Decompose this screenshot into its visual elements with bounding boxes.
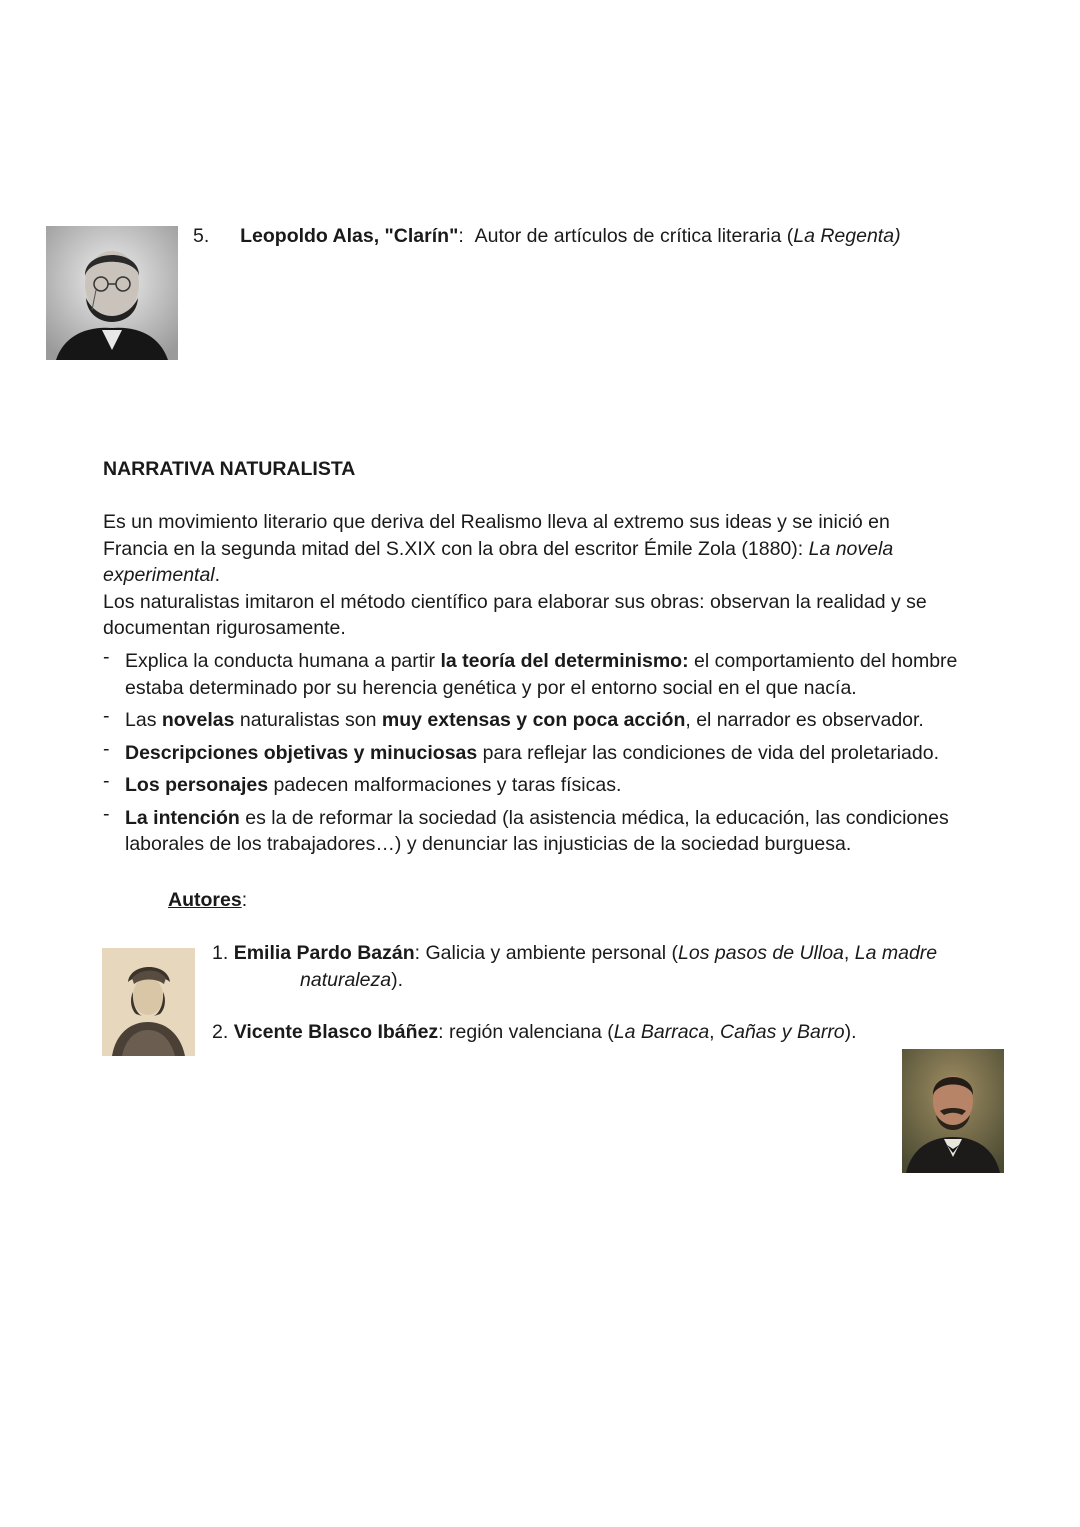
author-1-work-2b: naturaleza [300, 968, 392, 991]
clarin-entry [193, 223, 901, 250]
clarin-portrait-drawing [46, 226, 178, 360]
bullet-2-text-c: naturalistas son [234, 709, 382, 731]
bullet-list [103, 648, 957, 858]
bullet-2-bold-1: novelas [161, 709, 235, 731]
pardo-bazan-portrait [102, 948, 195, 1056]
bullet-2-text-e: , el narrador es observador. [685, 709, 924, 731]
author-1 [212, 940, 937, 993]
bullet-5-line-2: laborales de los trabajadores…) y denunciar las injusticias de la sociedad burguesa. [125, 833, 852, 855]
clarin-number: 5. [193, 225, 210, 247]
bullet-marker: - [103, 705, 110, 727]
clarin-desc: Autor de artículos de crítica literaria ( [474, 225, 794, 247]
author-2-work-2: Cañas y Barro [720, 1021, 845, 1043]
zola-work-part2: experimental [103, 564, 215, 586]
bullet-5-bold: La intención [125, 806, 240, 829]
bullet-item [103, 737, 957, 767]
author-2 [212, 1019, 857, 1046]
bullet-1-text-c: el comportamiento del hombre [688, 650, 958, 672]
bullet-1-text-a: Explica la conducta humana a partir [125, 650, 441, 672]
author-1-desc: : Galicia y ambiente personal ( [414, 942, 679, 964]
intro-period: . [214, 564, 221, 586]
author-2-work-1: La Barraca [613, 1021, 710, 1043]
clarin-portrait [46, 226, 178, 360]
authors-heading [168, 887, 247, 914]
author-1-line-1 [212, 940, 937, 967]
bullet-3-bold: Descripciones objetivas y minuciosas [125, 741, 478, 764]
author-1-end: ). [391, 968, 403, 991]
intro-line-3 [103, 562, 927, 589]
bullet-marker: - [103, 646, 110, 668]
bullet-1-line-2: estaba determinado por su herencia genética y por el entorno social en el que nacía. [125, 676, 857, 699]
zola-work-part1: La novela [808, 537, 894, 560]
method-line-1: Los naturalistas imitaron el método científico para elaborar sus obras: observan la realidad y se [103, 590, 927, 613]
bullet-1-line-1 [125, 648, 957, 675]
author-1-sep: , [843, 942, 855, 964]
authors-heading-colon: : [241, 889, 248, 911]
author-2-sep: , [709, 1021, 721, 1043]
bullet-marker: - [103, 802, 110, 825]
author-1-line-2 [212, 967, 937, 994]
intro-paragraph [103, 509, 927, 642]
author-1-work-1: Los pasos de Ulloa [678, 942, 844, 964]
intro-line-1: Es un movimiento literario que deriva del Realismo lleva al extremo sus ideas y se inició en [103, 511, 890, 533]
authors-heading-text: Autores [168, 889, 242, 911]
intro-line-2 [103, 536, 927, 563]
bullet-item [103, 802, 957, 858]
section-title-text: NARRATIVA NATURALISTA [103, 458, 356, 480]
author-1-name: Emilia Pardo Bazán [233, 942, 415, 964]
clarin-work: La Regenta) [793, 225, 901, 247]
bullet-5-line-1 [125, 805, 957, 832]
section-title [103, 456, 355, 483]
clarin-name: Leopoldo Alas, "Clarín" [240, 225, 459, 247]
bullet-marker: - [103, 737, 110, 760]
bullet-4-bold: Los personajes [125, 774, 269, 796]
bullet-item [103, 772, 957, 799]
method-line-2: documentan rigurosamente. [103, 617, 346, 639]
author-1-number: 1. [212, 942, 229, 964]
bullet-3-text: para reflejar las condiciones de vida del proletariado. [477, 741, 940, 764]
bullet-marker: - [103, 770, 110, 792]
author-2-number: 2. [212, 1021, 229, 1043]
bullet-item [103, 707, 957, 734]
bullet-1-bold: la teoría del determinismo: [440, 650, 689, 672]
bullet-2-bold-2: muy extensas y con poca acción [381, 709, 686, 731]
author-2-name: Vicente Blasco Ibáñez [233, 1021, 439, 1043]
bullet-2-text-a: Las [125, 709, 162, 731]
pardo-bazan-portrait-drawing [102, 948, 195, 1056]
bullet-item [103, 648, 957, 701]
blasco-ibanez-portrait [902, 1049, 1004, 1173]
clarin-colon: : [458, 225, 464, 247]
bullet-5-text: es la de reformar la sociedad (la asistencia médica, la educación, las condiciones [239, 806, 949, 829]
author-2-end: ). [844, 1021, 857, 1043]
blasco-ibanez-portrait-drawing [902, 1049, 1004, 1173]
author-2-desc: : región valenciana ( [438, 1021, 614, 1043]
author-1-work-2a: La madre [854, 942, 938, 964]
bullet-4-text: padecen malformaciones y taras físicas. [268, 774, 622, 796]
intro-line-2-text: Francia en la segunda mitad del S.XIX con la obra del escritor Émile Zola (1880): [103, 537, 809, 560]
